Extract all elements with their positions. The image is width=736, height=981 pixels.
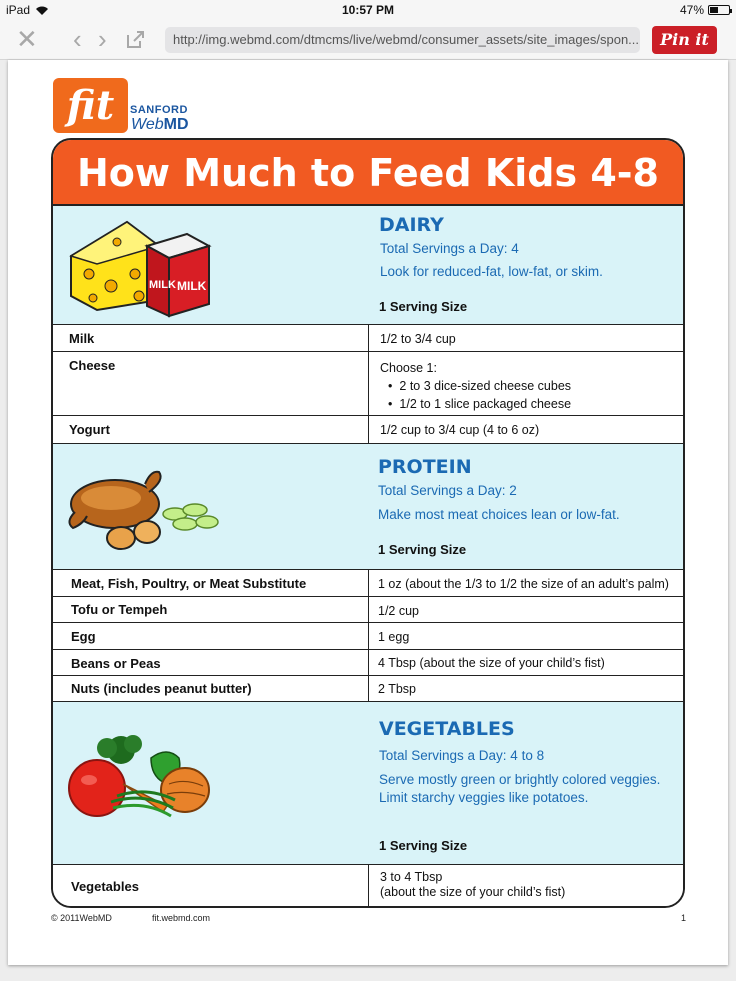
list-item: • 2 to 3 dice-sized cheese cubes: [380, 377, 571, 395]
cheese-milk-icon: [67, 216, 213, 320]
footer-page-number: 1: [681, 913, 687, 923]
protein-total-servings: Total Servings a Day: 2: [378, 483, 517, 498]
dairy-title: DAIRY: [379, 214, 444, 236]
food-name: Yogurt: [69, 422, 110, 437]
vegetables-section-header: [53, 702, 683, 865]
list-item: • 1/2 to 1 slice packaged cheese: [380, 395, 571, 413]
status-bar: [0, 0, 736, 20]
column-divider: [368, 325, 369, 444]
page-title: How Much to Feed Kids 4-8: [53, 140, 683, 206]
browser-toolbar: [0, 20, 736, 60]
protein-title: PROTEIN: [378, 456, 472, 478]
webmd-logo: [131, 116, 189, 134]
footer-site-link[interactable]: fit.webmd.com: [152, 913, 211, 923]
food-name: Cheese: [69, 358, 116, 373]
vegetables-serving-header: 1 Serving Size: [379, 838, 468, 853]
url-bar[interactable]: http://img.webmd.com/dtmcms/live/webmd/consumer_assets/site_images/spon...: [165, 27, 640, 53]
food-name: Vegetables: [71, 879, 139, 894]
vegetables-total-servings: Total Servings a Day: 4 to 8: [379, 748, 545, 763]
serving-size: 1 oz (about the 1/3 to 1/2 the size of an adult’s palm): [378, 577, 669, 591]
battery-percent: 47%: [679, 3, 704, 17]
dairy-total-servings: Total Servings a Day: 4: [380, 241, 519, 256]
milk-carton-label: MILK: [149, 279, 176, 291]
serving-size: 1/2 to 3/4 cup: [380, 332, 456, 346]
column-divider: [368, 570, 369, 702]
food-name: Milk: [69, 331, 95, 346]
share-icon[interactable]: [125, 28, 145, 54]
dairy-section-header: [53, 206, 683, 325]
pin-it-button[interactable]: Pin it: [652, 26, 717, 54]
webmd-logo-web: Web: [131, 116, 164, 133]
serving-size: 2 Tbsp: [378, 682, 416, 696]
vegetables-note: Limit starchy veggies like potatoes.: [379, 790, 589, 805]
milk-carton-label-side: MILK: [177, 279, 207, 293]
food-name: Beans or Peas: [71, 656, 161, 671]
fit-logo: fit: [53, 78, 128, 133]
serving-size: 1/2 cup to 3/4 cup (4 to 6 oz): [380, 423, 540, 437]
sanford-logo-text: SANFORD: [130, 104, 188, 116]
protein-section-header: [53, 444, 683, 570]
vegetables-icon: [63, 732, 213, 822]
column-divider: [368, 865, 369, 908]
food-name: Tofu or Tempeh: [71, 602, 168, 617]
protein-serving-header: 1 Serving Size: [378, 542, 467, 557]
food-name: Meat, Fish, Poultry, or Meat Substitute: [71, 576, 307, 591]
serving-size: 4 Tbsp (about the size of your child’s fist): [378, 656, 605, 670]
serving-size: 1/2 cup: [378, 604, 420, 618]
protein-note: Make most meat choices lean or low-fat.: [378, 507, 620, 522]
footer-copyright: © 2011WebMD: [51, 913, 112, 923]
food-name: Egg: [71, 629, 96, 644]
serving-size-line: (about the size of your child’s fist): [380, 885, 566, 899]
food-name: Nuts (includes peanut butter): [71, 681, 252, 696]
chicken-eggs-beans-icon: [63, 462, 223, 552]
serving-choose-text: Choose 1:: [380, 361, 437, 375]
infographic-page: [8, 60, 728, 965]
dairy-note: Look for reduced-fat, low-fat, or skim.: [380, 264, 603, 279]
feeding-chart: [51, 138, 685, 908]
webmd-logo-md: MD: [163, 116, 189, 133]
battery-icon: [708, 5, 730, 15]
serving-size: [380, 870, 565, 900]
close-icon[interactable]: ✕: [16, 24, 38, 54]
dairy-serving-header: 1 Serving Size: [379, 299, 468, 314]
clock: 10:57 PM: [341, 3, 395, 17]
vegetables-note: Serve mostly green or brightly colored veggies.: [379, 772, 661, 787]
serving-size: [380, 359, 571, 413]
serving-size: 1 egg: [378, 630, 410, 644]
forward-icon[interactable]: ›: [98, 24, 107, 54]
serving-size-line: 3 to 4 Tbsp: [380, 870, 443, 884]
device-label: iPad: [6, 3, 31, 17]
vegetables-title: VEGETABLES: [379, 718, 515, 740]
back-icon[interactable]: ‹: [73, 24, 82, 54]
